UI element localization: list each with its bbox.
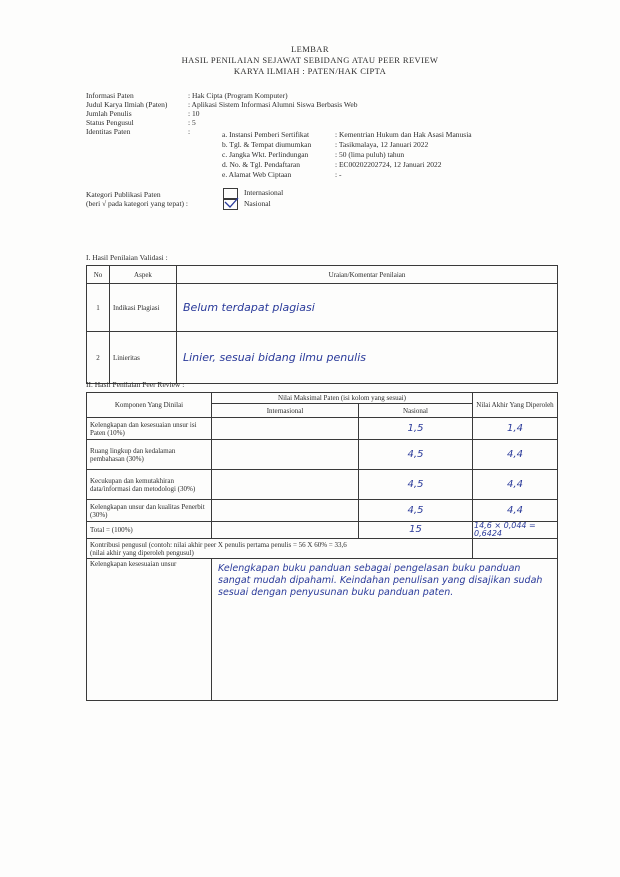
option-nasional: Nasional — [244, 199, 271, 208]
kelengkapan-row — [87, 559, 558, 701]
validation-table — [86, 265, 558, 384]
kontribusi-cell — [87, 539, 473, 559]
kategori-label: Kategori Publikasi Paten — [86, 190, 161, 199]
col-header-nilai: Nilai Akhir Yang Diperoleh — [473, 393, 558, 418]
total-nilai: 14,6 × 0,044 = 0,6424 — [473, 522, 558, 539]
identity-value: : 50 (lima puluh) tahun — [335, 150, 405, 159]
col-header-internasional: Internasional — [212, 404, 359, 418]
section1-title: I. Hasil Penilaian Validasi : — [86, 253, 168, 262]
col-header-komentar: Uraian/Komentar Penilaian — [177, 266, 558, 284]
row-nilai: 1,4 — [473, 418, 558, 440]
total-row — [87, 522, 558, 539]
row-komentar: Linier, sesuai bidang ilmu penulis — [177, 332, 558, 384]
row-nasional: 4,5 — [359, 500, 473, 522]
row-nasional: 4,5 — [359, 470, 473, 500]
header-line3: KARYA ILMIAH : PATEN/HAK CIPTA — [233, 66, 387, 76]
row-aspek: Indikasi Plagiasi — [110, 284, 177, 332]
identity-value: : Kementrian Hukum dan Hak Asasi Manusia — [335, 130, 472, 139]
table-row — [87, 332, 558, 384]
section2-title: II. Hasil Penilaian Peer Review : — [86, 380, 185, 389]
info-label: Informasi Paten — [86, 91, 134, 100]
identity-label: d. No. & Tgl. Pendaftaran — [222, 160, 300, 169]
checkmark-icon — [223, 197, 239, 209]
col-header-komponen: Komponen Yang Dinilai — [87, 393, 212, 418]
kontribusi-text: Kontribusi pengusul (contoh: nilai akhir peer X penulis pertama penulis = 56 X 60% = 33,6 — [90, 540, 347, 549]
table-row — [87, 440, 558, 470]
info-value: : Aplikasi Sistem Informasi Alumni Siswa Berbasis Web — [188, 100, 358, 109]
identity-value: : Tasikmalaya, 12 Januari 2022 — [335, 140, 429, 149]
total-label: Total = (100%) — [87, 522, 212, 539]
row-component: Ruang lingkup dan kedalaman pembahasan (30%) — [87, 440, 212, 470]
identity-label: b. Tgl. & Tempat diumumkan — [222, 140, 312, 149]
kategori-hint: (beri √ pada kategori yang tepat) : — [86, 199, 188, 208]
total-internasional — [212, 522, 359, 539]
total-nasional: 15 — [359, 522, 473, 539]
table-row — [87, 284, 558, 332]
row-nasional: 4,5 — [359, 440, 473, 470]
info-value: : 5 — [188, 118, 196, 127]
row-internasional — [212, 470, 359, 500]
row-nilai: 4,4 — [473, 440, 558, 470]
info-value: : 10 — [188, 109, 200, 118]
checkbox-nasional[interactable] — [223, 199, 238, 210]
row-komentar: Belum terdapat plagiasi — [177, 284, 558, 332]
row-no: 1 — [87, 284, 110, 332]
row-nasional: 1,5 — [359, 418, 473, 440]
row-internasional — [212, 500, 359, 522]
col-header-max: Nilai Maksimal Paten (isi kolom yang sesuai) — [212, 393, 473, 404]
row-internasional — [212, 418, 359, 440]
kelengkapan-comment: Kelengkapan buku panduan sebagai pengelasan buku panduan sangat mudah dipahami. Keindahan penulisan yang disajikan sudah sesuai dengan penyusunan buku panduan paten. — [212, 559, 558, 701]
row-component: Kecukupan dan kemutakhiran data/informasi dan metodologi (30%) — [87, 470, 212, 500]
kelengkapan-label: Kelengkapan kesesuaian unsur — [87, 559, 212, 701]
kontribusi-value — [473, 539, 558, 559]
identity-label: a. Instansi Pemberi Sertifikat — [222, 130, 310, 139]
identity-label: c. Jangka Wkt. Perlindungan — [222, 150, 309, 159]
col-header-nasional: Nasional — [359, 404, 473, 418]
info-label: Judul Karya Ilmiah (Paten) — [86, 100, 168, 109]
col-header-aspek: Aspek — [110, 266, 177, 284]
row-nilai: 4,4 — [473, 470, 558, 500]
peer-review-table — [86, 392, 558, 701]
row-nilai: 4,4 — [473, 500, 558, 522]
info-label: Status Pengusul — [86, 118, 134, 127]
row-component: Kelengkapan unsur dan kualitas Penerbit (30%) — [87, 500, 212, 522]
info-label: Jumlah Penulis — [86, 109, 132, 118]
row-aspek: Linieritas — [110, 332, 177, 384]
row-internasional — [212, 440, 359, 470]
row-component: Kelengkapan dan kesesuaian unsur isi Paten (10%) — [87, 418, 212, 440]
table-row — [87, 418, 558, 440]
table-row — [87, 470, 558, 500]
option-internasional: Internasional — [244, 188, 284, 197]
kontribusi-row — [87, 539, 558, 559]
header-line2: HASIL PENILAIAN SEJAWAT SEBIDANG ATAU PEER REVIEW — [181, 55, 439, 65]
info-label: Identitas Paten — [86, 127, 131, 136]
info-value: : Hak Cipta (Program Komputer) — [188, 91, 288, 100]
identity-label: e. Alamat Web Ciptaan — [222, 170, 292, 179]
col-header-no: No — [87, 266, 110, 284]
info-value: : — [188, 127, 191, 136]
identity-value: : EC00202202724, 12 Januari 2022 — [335, 160, 442, 169]
kontribusi-note: (nilai akhir yang diperoleh pengusul) — [90, 548, 194, 557]
row-no: 2 — [87, 332, 110, 384]
table-row — [87, 500, 558, 522]
header-line1: LEMBAR — [291, 44, 329, 54]
identity-value: : - — [335, 170, 342, 179]
